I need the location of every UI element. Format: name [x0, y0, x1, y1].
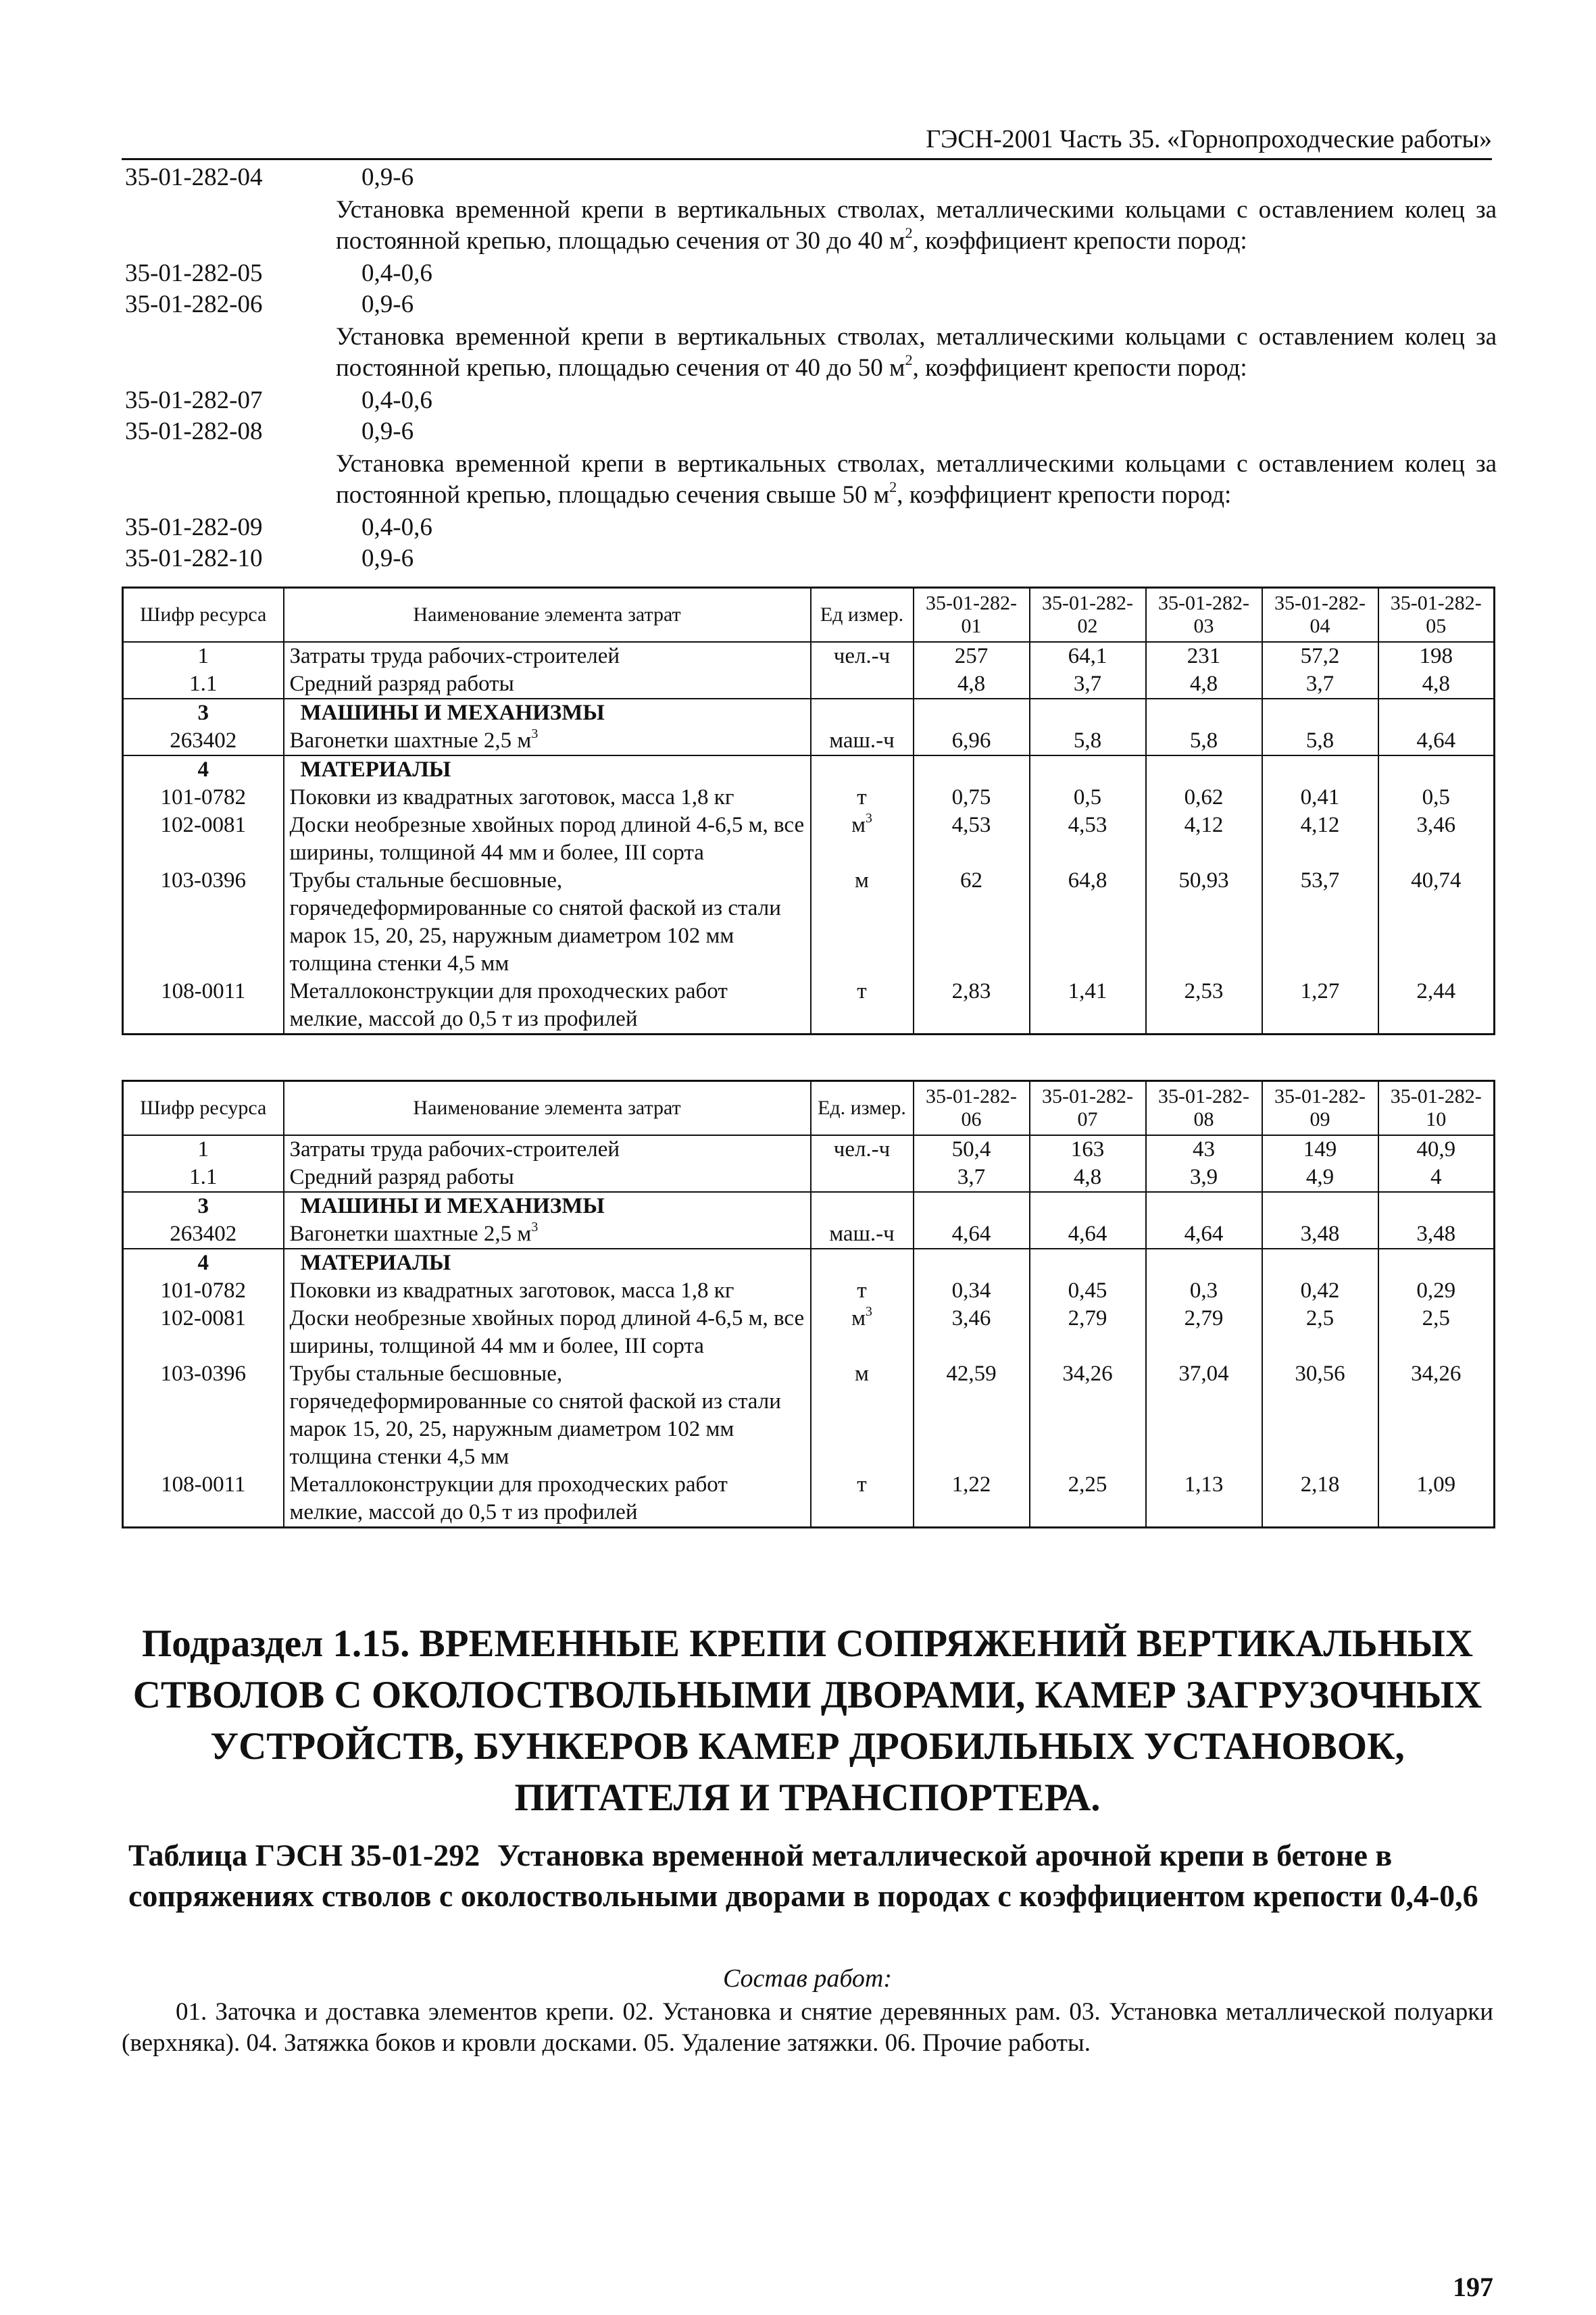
- resource-name-text: Поковки из квадратных заготовок, масса 1,8 кг: [289, 1278, 734, 1303]
- resource-value: 40,74: [1378, 867, 1495, 978]
- resource-row: [123, 812, 1495, 867]
- resource-code: 108-0011: [123, 978, 284, 1035]
- resource-row: [123, 784, 1495, 812]
- resource-unit: [811, 727, 914, 755]
- resource-name: [284, 978, 811, 1035]
- code-description: [125, 449, 1497, 511]
- page-number: 197: [1453, 2272, 1493, 2302]
- resource-value: 4,53: [1030, 812, 1146, 867]
- description-text: Установка временной крепи в вертикальных стволах, металлическими кольцами с оставлением колец за постоянной крепью, площадью сечения от 30 до 40 м: [336, 196, 1497, 255]
- resource-name-text: Поковки из квадратных заготовок, масса 1,8 кг: [289, 785, 734, 810]
- superscript: 3: [866, 811, 872, 826]
- resource-value: [1146, 699, 1262, 727]
- resource-unit: [811, 812, 914, 867]
- resource-value: 5,8: [1146, 727, 1262, 755]
- resource-name-text: МАШИНЫ И МЕХАНИЗМЫ: [300, 1194, 605, 1218]
- resource-value: 1,09: [1378, 1471, 1495, 1528]
- code-list: [125, 162, 1497, 574]
- col-header-norm: 35-01-282-07: [1030, 1081, 1146, 1136]
- unit-text: м: [855, 1362, 869, 1386]
- resource-value: 57,2: [1262, 642, 1378, 670]
- resource-value: 3,7: [1262, 670, 1378, 699]
- works-text: 01. Заточка и доставка элементов крепи. 02. Установка и снятие деревянных рам. 03. Установка металлической полуарки (верхняка). 04. Затяжка боков и кровли досками. 05. Удаление затяжки. 06. Прочие работы.: [122, 1998, 1493, 2057]
- resource-row: [123, 867, 1495, 978]
- col-header-name: Наименование элемента затрат: [284, 1081, 811, 1136]
- unit-text: м: [855, 868, 869, 893]
- resource-value: [1378, 755, 1495, 784]
- resource-value: 2,53: [1146, 978, 1262, 1035]
- resource-unit: [811, 642, 914, 670]
- resource-value: [914, 1249, 1030, 1277]
- resource-value: [1030, 755, 1146, 784]
- resource-value: [1378, 1249, 1495, 1277]
- description-tail: , коэффициент крепости пород:: [912, 227, 1247, 255]
- code-row: [125, 416, 1497, 447]
- resource-value: [1030, 699, 1146, 727]
- resource-value: 2,79: [1030, 1305, 1146, 1360]
- resource-value: [1262, 699, 1378, 727]
- unit-text: маш.-ч: [829, 1222, 895, 1246]
- resource-value: 5,8: [1030, 727, 1146, 755]
- resource-table-1: [122, 587, 1495, 1035]
- resource-code: 103-0396: [123, 1360, 284, 1471]
- col-header-norm: 35-01-282-02: [1030, 588, 1146, 643]
- resource-value: 4,9: [1262, 1164, 1378, 1192]
- resource-value: 149: [1262, 1135, 1378, 1164]
- code-row: [125, 162, 1497, 193]
- resource-value: 4: [1378, 1164, 1495, 1192]
- resource-value: 4,64: [914, 1220, 1030, 1249]
- resource-value: 0,41: [1262, 784, 1378, 812]
- resource-table-2: [122, 1080, 1495, 1528]
- code-value: 0,9-6: [361, 164, 414, 191]
- resource-code: 4: [123, 1249, 284, 1277]
- col-header-norm: 35-01-282-08: [1146, 1081, 1262, 1136]
- unit-text: т: [857, 785, 867, 810]
- description-text: Установка временной крепи в вертикальных стволах, металлическими кольцами с оставлением колец за постоянной крепью, площадью сечения от 40 до 50 м: [336, 323, 1497, 382]
- resource-value: 6,96: [914, 727, 1030, 755]
- resource-unit: [811, 867, 914, 978]
- resource-value: [1378, 699, 1495, 727]
- col-header-norm: 35-01-282-04: [1262, 588, 1378, 643]
- code-value: 0,9-6: [361, 291, 414, 318]
- resource-unit: [811, 784, 914, 812]
- resource-unit: [811, 1220, 914, 1249]
- resource-unit: [811, 978, 914, 1035]
- resource-value: 4,8: [1146, 670, 1262, 699]
- resource-unit: [811, 755, 914, 784]
- table-title: [128, 1835, 1487, 1916]
- col-header-norm: 35-01-282-10: [1378, 1081, 1495, 1136]
- resource-value: 163: [1030, 1135, 1146, 1164]
- resource-value: 1,22: [914, 1471, 1030, 1528]
- unit-text: м: [851, 1306, 866, 1330]
- resource-code: 102-0081: [123, 812, 284, 867]
- resource-row: [123, 1471, 1495, 1528]
- resource-name-text: Металлоконструкции для проходческих работ мелкие, массой до 0,5 т из профилей: [289, 979, 728, 1031]
- resource-name-text: Средний разряд работы: [289, 672, 514, 696]
- resource-value: 3,9: [1146, 1164, 1262, 1192]
- unit-text: маш.-ч: [829, 728, 895, 753]
- code-value: 0,4-0,6: [361, 514, 432, 541]
- resource-value: [1146, 1192, 1262, 1220]
- superscript: 2: [889, 478, 897, 496]
- description-text: Установка временной крепи в вертикальных стволах, металлическими кольцами с оставлением колец за постоянной крепью, площадью сечения свыше 50 м: [336, 450, 1497, 509]
- resource-unit: [811, 1360, 914, 1471]
- superscript: 3: [866, 1304, 872, 1320]
- code-number: 35-01-282-09: [125, 514, 263, 541]
- col-header-norm: 35-01-282-01: [914, 588, 1030, 643]
- resource-value: 42,59: [914, 1360, 1030, 1471]
- resource-row: [123, 1164, 1495, 1192]
- resource-name: [284, 727, 811, 755]
- resource-value: 0,42: [1262, 1277, 1378, 1305]
- resource-code: 108-0011: [123, 1471, 284, 1528]
- resource-code: 1.1: [123, 670, 284, 699]
- superscript: 3: [531, 1220, 539, 1235]
- resource-value: 64,8: [1030, 867, 1146, 978]
- resource-unit: [811, 1249, 914, 1277]
- resource-value: [1262, 755, 1378, 784]
- resource-value: 0,45: [1030, 1277, 1146, 1305]
- resource-name: [284, 1192, 811, 1220]
- table-title-text: Установка временной металлической арочной крепи в бетоне в сопряжениях стволов с околоствольными дворами в породах с коэффициентом крепости 0,4-0,6: [128, 1838, 1478, 1913]
- resource-name-text: Трубы стальные бесшовные, горячедеформированные со снятой фаской из стали марок 15, 20, 25, наружным диаметром 102 мм толщина стенки 4,5 мм: [289, 1362, 781, 1469]
- code-row: [125, 289, 1497, 320]
- resource-name: [284, 1277, 811, 1305]
- resource-value: 2,44: [1378, 978, 1495, 1035]
- resource-name: [284, 812, 811, 867]
- resource-value: [1030, 1249, 1146, 1277]
- resource-value: 2,79: [1146, 1305, 1262, 1360]
- resource-name-text: Трубы стальные бесшовные, горячедеформированные со снятой фаской из стали марок 15, 20, 25, наружным диаметром 102 мм толщина стенки 4,5 мм: [289, 868, 781, 976]
- resource-name: [284, 670, 811, 699]
- resource-row: [123, 978, 1495, 1035]
- resource-unit: [811, 1135, 914, 1164]
- resource-value: 34,26: [1378, 1360, 1495, 1471]
- resource-name-text: Вагонетки шахтные 2,5 м: [289, 728, 532, 753]
- resource-value: 50,93: [1146, 867, 1262, 978]
- col-header-norm: 35-01-282-06: [914, 1081, 1030, 1136]
- resource-value: 40,9: [1378, 1135, 1495, 1164]
- col-header-unit: Ед. измер.: [811, 1081, 914, 1136]
- col-header-unit: Ед измер.: [811, 588, 914, 643]
- resource-value: 0,75: [914, 784, 1030, 812]
- resource-name-text: Металлоконструкции для проходческих работ мелкие, массой до 0,5 т из профилей: [289, 1472, 728, 1524]
- section-row: [123, 1249, 1495, 1277]
- resource-value: 30,56: [1262, 1360, 1378, 1471]
- resource-code: 1: [123, 642, 284, 670]
- resource-value: 5,8: [1262, 727, 1378, 755]
- resource-code: 3: [123, 1192, 284, 1220]
- resource-row: [123, 670, 1495, 699]
- col-header-code: Шифр ресурса: [123, 588, 284, 643]
- resource-name-text: МАТЕРИАЛЫ: [300, 1251, 451, 1275]
- resource-name-text: Затраты труда рабочих-строителей: [289, 644, 620, 668]
- resource-row: [123, 1220, 1495, 1249]
- resource-name-text: МАТЕРИАЛЫ: [300, 757, 451, 782]
- resource-value: 3,7: [914, 1164, 1030, 1192]
- resource-row: [123, 1360, 1495, 1471]
- code-row: [125, 258, 1497, 289]
- resource-value: 2,83: [914, 978, 1030, 1035]
- resource-name: [284, 1164, 811, 1192]
- resource-value: 4,8: [1030, 1164, 1146, 1192]
- resource-row: [123, 642, 1495, 670]
- resource-value: 0,5: [1030, 784, 1146, 812]
- resource-name: [284, 1249, 811, 1277]
- resource-name: [284, 642, 811, 670]
- code-description: [125, 195, 1497, 257]
- code-number: 35-01-282-04: [125, 164, 263, 191]
- code-number: 35-01-282-08: [125, 418, 263, 445]
- section-row: [123, 1192, 1495, 1220]
- code-description: [125, 322, 1497, 384]
- resource-row: [123, 1135, 1495, 1164]
- code-row: [125, 543, 1497, 574]
- resource-code: 263402: [123, 1220, 284, 1249]
- code-row: [125, 385, 1497, 416]
- resource-value: 2,5: [1262, 1305, 1378, 1360]
- resource-value: 1,27: [1262, 978, 1378, 1035]
- resource-value: 3,46: [1378, 812, 1495, 867]
- unit-text: т: [857, 1472, 867, 1497]
- resource-value: 53,7: [1262, 867, 1378, 978]
- resource-value: 4,12: [1146, 812, 1262, 867]
- resource-value: 37,04: [1146, 1360, 1262, 1471]
- resource-code: 3: [123, 699, 284, 727]
- resource-name: [284, 755, 811, 784]
- col-header-norm: 35-01-282-05: [1378, 588, 1495, 643]
- resource-value: 3,7: [1030, 670, 1146, 699]
- resource-name: [284, 867, 811, 978]
- resource-value: [914, 699, 1030, 727]
- resource-name: [284, 699, 811, 727]
- resource-name: [284, 1471, 811, 1528]
- resource-value: [1146, 1249, 1262, 1277]
- resource-unit: [811, 1305, 914, 1360]
- running-header: ГЭСН-2001 Часть 35. «Горнопроходческие работы»: [122, 120, 1492, 160]
- resource-name-text: Доски необрезные хвойных пород длиной 4-6,5 м, все ширины, толщиной 44 мм и более, III сорта: [289, 1306, 805, 1358]
- resource-value: 0,29: [1378, 1277, 1495, 1305]
- unit-text: чел.-ч: [833, 644, 891, 668]
- resource-value: 4,64: [1146, 1220, 1262, 1249]
- resource-value: [914, 755, 1030, 784]
- resource-code: 1.1: [123, 1164, 284, 1192]
- resource-row: [123, 727, 1495, 755]
- unit-text: т: [857, 1278, 867, 1303]
- resource-value: 4,8: [914, 670, 1030, 699]
- resource-code: 102-0081: [123, 1305, 284, 1360]
- resource-value: 257: [914, 642, 1030, 670]
- resource-value: 198: [1378, 642, 1495, 670]
- resource-name-text: Средний разряд работы: [289, 1165, 514, 1189]
- resource-value: 2,18: [1262, 1471, 1378, 1528]
- resource-value: 2,25: [1030, 1471, 1146, 1528]
- code-number: 35-01-282-05: [125, 259, 263, 287]
- resource-code: 1: [123, 1135, 284, 1164]
- resource-value: [1378, 1192, 1495, 1220]
- unit-text: м: [851, 813, 866, 837]
- subsection-title: Подраздел 1.15. ВРЕМЕННЫЕ КРЕПИ СОПРЯЖЕНИЙ ВЕРТИКАЛЬНЫХ СТВОЛОВ С ОКОЛОСТВОЛЬНЫМИ ДВОРАМИ, КАМЕР ЗАГРУЗОЧНЫХ УСТРОЙСТВ, БУНКЕРОВ КАМЕР ДРОБИЛЬНЫХ УСТАНОВОК, ПИТАТЕЛЯ И ТРАНСПОРТЕРА.: [132, 1622, 1482, 1819]
- code-value: 0,4-0,6: [361, 259, 432, 287]
- resource-value: 3,48: [1378, 1220, 1495, 1249]
- resource-unit: [811, 1277, 914, 1305]
- resource-value: [1262, 1249, 1378, 1277]
- resource-value: [1262, 1192, 1378, 1220]
- code-value: 0,9-6: [361, 418, 414, 445]
- resource-name-text: Вагонетки шахтные 2,5 м: [289, 1222, 532, 1246]
- resource-value: 3,48: [1262, 1220, 1378, 1249]
- section-row: [123, 755, 1495, 784]
- resource-unit: [811, 1471, 914, 1528]
- resource-code: 4: [123, 755, 284, 784]
- code-value: 0,4-0,6: [361, 387, 432, 414]
- table-title-label: Таблица ГЭСН 35-01-292: [128, 1838, 480, 1872]
- code-row: [125, 512, 1497, 543]
- resource-value: 4,12: [1262, 812, 1378, 867]
- resource-value: 64,1: [1030, 642, 1146, 670]
- col-header-code: Шифр ресурса: [123, 1081, 284, 1136]
- resource-name-text: Затраты труда рабочих-строителей: [289, 1137, 620, 1162]
- resource-row: [123, 1305, 1495, 1360]
- resource-name: [284, 1305, 811, 1360]
- description-tail: , коэффициент крепости пород:: [912, 354, 1247, 382]
- resource-value: 0,5: [1378, 784, 1495, 812]
- code-number: 35-01-282-10: [125, 545, 263, 572]
- unit-text: чел.-ч: [833, 1137, 891, 1162]
- description-tail: , коэффициент крепости пород:: [897, 481, 1232, 509]
- resource-value: 4,53: [914, 812, 1030, 867]
- resource-unit: [811, 699, 914, 727]
- resource-name-text: Доски необрезные хвойных пород длиной 4-6,5 м, все ширины, толщиной 44 мм и более, III сорта: [289, 813, 805, 865]
- resource-code: 101-0782: [123, 1277, 284, 1305]
- resource-name: [284, 1135, 811, 1164]
- col-header-norm: 35-01-282-09: [1262, 1081, 1378, 1136]
- code-value: 0,9-6: [361, 545, 414, 572]
- resource-value: 50,4: [914, 1135, 1030, 1164]
- resource-value: [1030, 1192, 1146, 1220]
- col-header-name: Наименование элемента затрат: [284, 588, 811, 643]
- resource-unit: [811, 1192, 914, 1220]
- resource-value: 4,8: [1378, 670, 1495, 699]
- resource-name-text: МАШИНЫ И МЕХАНИЗМЫ: [300, 701, 605, 725]
- unit-text: т: [857, 979, 867, 1003]
- resource-name: [284, 784, 811, 812]
- resource-value: 0,34: [914, 1277, 1030, 1305]
- superscript: 2: [905, 224, 913, 242]
- works-heading: Состав работ:: [722, 1964, 893, 1993]
- resource-name: [284, 1360, 811, 1471]
- resource-value: 34,26: [1030, 1360, 1146, 1471]
- resource-value: 4,64: [1030, 1220, 1146, 1249]
- resource-code: 103-0396: [123, 867, 284, 978]
- resource-name: [284, 1220, 811, 1249]
- resource-value: 1,41: [1030, 978, 1146, 1035]
- superscript: 3: [531, 726, 539, 742]
- col-header-norm: 35-01-282-03: [1146, 588, 1262, 643]
- code-number: 35-01-282-06: [125, 291, 263, 318]
- code-number: 35-01-282-07: [125, 387, 263, 414]
- resource-code: 263402: [123, 727, 284, 755]
- resource-value: 1,13: [1146, 1471, 1262, 1528]
- resource-value: [914, 1192, 1030, 1220]
- resource-value: [1146, 755, 1262, 784]
- resource-row: [123, 1277, 1495, 1305]
- resource-value: 231: [1146, 642, 1262, 670]
- resource-code: 101-0782: [123, 784, 284, 812]
- resource-value: 2,5: [1378, 1305, 1495, 1360]
- resource-unit: [811, 1164, 914, 1192]
- resource-value: 62: [914, 867, 1030, 978]
- resource-value: 4,64: [1378, 727, 1495, 755]
- resource-unit: [811, 670, 914, 699]
- resource-value: 0,3: [1146, 1277, 1262, 1305]
- resource-value: 43: [1146, 1135, 1262, 1164]
- resource-value: 0,62: [1146, 784, 1262, 812]
- section-row: [123, 699, 1495, 727]
- superscript: 2: [905, 351, 913, 369]
- resource-value: 3,46: [914, 1305, 1030, 1360]
